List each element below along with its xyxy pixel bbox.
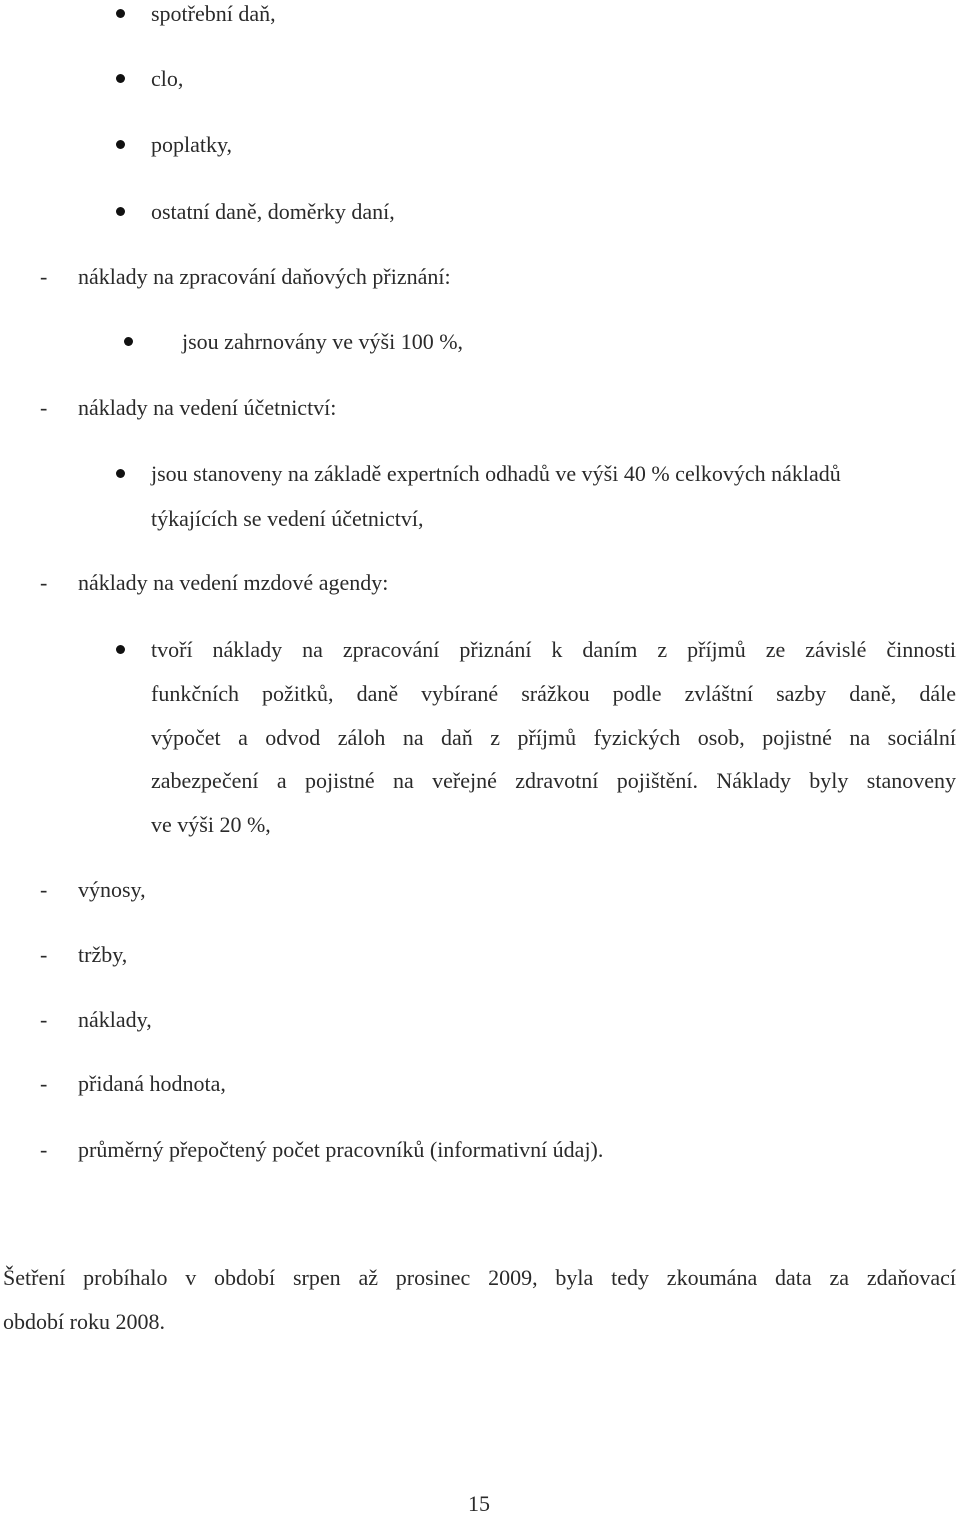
dash-marker: -: [40, 264, 48, 289]
list-item-sales: tržby,: [78, 942, 128, 967]
list-item: poplatky,: [151, 132, 233, 157]
list-item: spotřební daň,: [151, 1, 276, 26]
list-item: ostatní daně, doměrky daní,: [151, 199, 395, 224]
paragraph-line: období roku 2008.: [3, 1309, 165, 1334]
list-item-accounting-costs: náklady na vedení účetnictví:: [78, 395, 337, 420]
paragraph-line: funkčních požitků, daně vybírané srážkou podle zvláštní sazby daně, dále: [151, 681, 956, 706]
dash-marker: -: [40, 1137, 48, 1162]
bullet-dot-icon: [116, 74, 125, 83]
paragraph-line: Šetření probíhalo v období srpen až prosinec 2009, byla tedy zkoumána data za zdaňovací: [3, 1265, 956, 1290]
list-item-continuation: týkajících se vedení účetnictví,: [151, 506, 424, 531]
dash-marker: -: [40, 877, 48, 902]
bullet-dot-icon: [124, 337, 133, 346]
paragraph-line: zabezpečení a pojistné na veřejné zdravotní pojištění. Náklady byly stanoveny: [151, 768, 956, 793]
paragraph-line: ve výši 20 %,: [151, 812, 271, 837]
list-item-payroll-costs: náklady na vedení mzdové agendy:: [78, 570, 389, 595]
dash-marker: -: [40, 942, 48, 967]
bullet-dot-icon: [116, 645, 125, 654]
list-item: jsou stanoveny na základě expertních odhadů ve výši 40 % celkových nákladů: [151, 461, 841, 486]
bullet-dot-icon: [116, 469, 125, 478]
list-item-value-added: přidaná hodnota,: [78, 1071, 226, 1096]
list-item-employees: průměrný přepočtený počet pracovníků (informativní údaj).: [78, 1137, 604, 1162]
bullet-dot-icon: [116, 9, 125, 18]
paragraph-line: tvoří náklady na zpracování přiznání k daním z příjmů ze závislé činnosti: [151, 637, 956, 662]
bullet-dot-icon: [116, 140, 125, 149]
dash-marker: -: [40, 570, 48, 595]
list-item-costs: náklady,: [78, 1007, 152, 1032]
list-item-processing-costs: náklady na zpracování daňových přiznání:: [78, 264, 451, 289]
list-item: clo,: [151, 66, 184, 91]
list-item-revenues: výnosy,: [78, 877, 146, 902]
dash-marker: -: [40, 1071, 48, 1096]
dash-marker: -: [40, 1007, 48, 1032]
paragraph-line: výpočet a odvod záloh na daň z příjmů fyzických osob, pojistné na sociální: [151, 725, 956, 750]
page-number: 15: [468, 1491, 490, 1516]
list-item: jsou zahrnovány ve výši 100 %,: [182, 329, 464, 354]
bullet-dot-icon: [116, 207, 125, 216]
dash-marker: -: [40, 395, 48, 420]
